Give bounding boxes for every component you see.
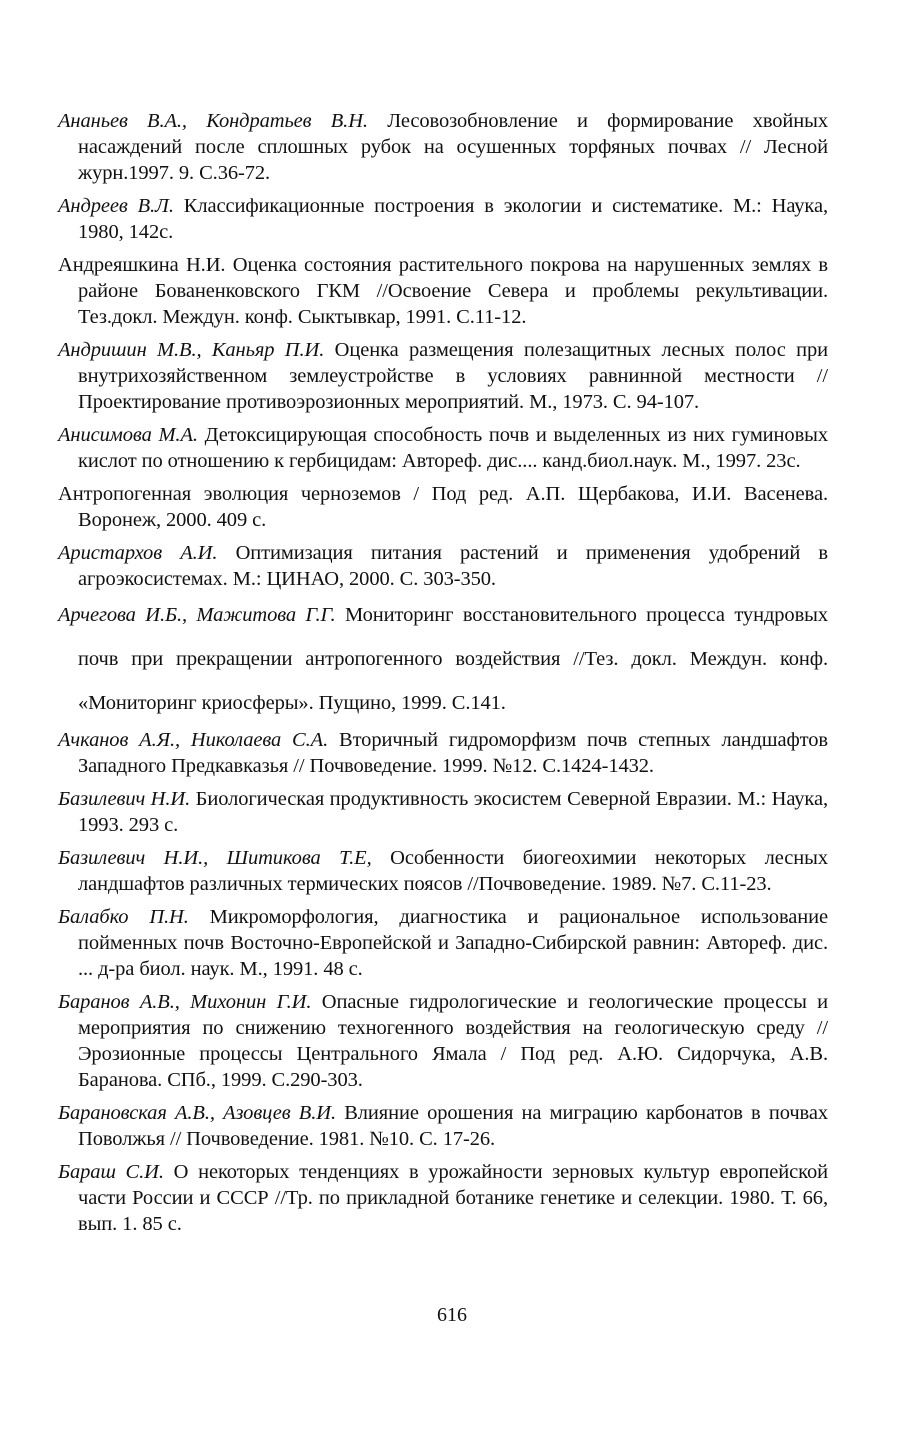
reference-authors: Баранов А.В., Михонин Г.И. bbox=[58, 991, 312, 1013]
reference-authors: Бараш С.И. bbox=[58, 1161, 164, 1183]
reference-entry bbox=[58, 193, 828, 245]
reference-entry bbox=[58, 593, 828, 725]
reference-text: Детоксицирующая способность почв и выделенных из них гуминовых кислот по отношению к гербицидам: Автореф. дис.... канд.биол.наук. М., 1997. 23с. bbox=[78, 424, 828, 472]
reference-entry bbox=[58, 337, 828, 415]
reference-authors: Андреев В.Л. bbox=[58, 195, 174, 217]
reference-text: Особенности биогеохимии некоторых лесных ландшафтов различных термических поясов //Почвоведение. 1989. №7. С.11-23. bbox=[78, 847, 828, 895]
reference-text: Оптимизация питания растений и применения удобрений в агроэкосистемах. М.: ЦИНАО, 2000. С. 303-350. bbox=[78, 542, 828, 590]
reference-entry bbox=[58, 1159, 828, 1237]
reference-authors: Базилевич Н.И., Шитикова Т.Е, bbox=[58, 847, 372, 869]
reference-text: Лесовозобновление и формирование хвойных насаждений после сплошных рубок на осушенных торфяных почвах // Лесной журн.1997. 9. С.36-72. bbox=[78, 110, 828, 184]
reference-text: Оценка размещения полезащитных лесных полос при внутрихозяйственном землеустройстве в условиях равнинной местности // Проектирование противоэрозионных мероприятий. М., 1973. С. 94-107. bbox=[78, 339, 828, 413]
page-number: 616 bbox=[437, 1304, 467, 1326]
reference-text: Классификационные построения в экологии и систематике. М.: Наука, 1980, 142с. bbox=[78, 195, 828, 243]
reference-entry bbox=[58, 786, 828, 838]
reference-authors: Базилевич Н.И. bbox=[58, 788, 191, 810]
reference-authors: Андришин М.В., Каньяр П.И. bbox=[58, 339, 325, 361]
reference-authors: Барановская А.В., Азовцев В.И. bbox=[58, 1102, 336, 1124]
reference-authors: Ананьев В.А., Кондратьев В.Н. bbox=[58, 110, 368, 132]
reference-authors: Арчегова И.Б., Мажитова Г.Г. bbox=[58, 604, 336, 626]
reference-entry bbox=[58, 727, 828, 779]
reference-text: О некоторых тенденциях в урожайности зерновых культур европейской части России и СССР //Тр. по прикладной ботанике генетике и селекции. 1980. Т. 66, вып. 1. 85 с. bbox=[78, 1161, 828, 1235]
reference-entry bbox=[58, 108, 828, 186]
reference-entry bbox=[58, 481, 828, 533]
reference-entry bbox=[58, 422, 828, 474]
reference-authors: Анисимова М.А. bbox=[58, 424, 198, 446]
reference-entry bbox=[58, 540, 828, 592]
reference-entry bbox=[58, 1100, 828, 1152]
reference-authors: Аристархов А.И. bbox=[58, 542, 218, 564]
reference-entry bbox=[58, 845, 828, 897]
reference-authors: Балабко П.Н. bbox=[58, 906, 189, 928]
reference-authors: Ачканов А.Я., Николаева С.А. bbox=[58, 729, 329, 751]
reference-text: Антропогенная эволюция черноземов / Под ред. А.П. Щербакова, И.И. Васенева. Воронеж, 2000. 409 с. bbox=[58, 483, 828, 531]
reference-entry bbox=[58, 904, 828, 982]
reference-text: Мониторинг восстановительного процесса тундровых почв при прекращении антропогенного воздействия //Тез. докл. Междун. конф. «Мониторинг криосферы». Пущино, 1999. С.141. bbox=[78, 604, 828, 714]
reference-text: Микроморфология, диагностика и рациональное использование пойменных почв Восточно-Европейской и Западно-Сибирской равнин: Автореф. дис. ... д-ра биол. наук. М., 1991. 48 с. bbox=[78, 906, 828, 980]
reference-text: Влияние орошения на миграцию карбонатов в почвах Поволжья // Почвоведение. 1981. №10. С. 17-26. bbox=[78, 1102, 828, 1150]
reference-list bbox=[58, 108, 828, 1244]
reference-entry bbox=[58, 989, 828, 1093]
reference-entry bbox=[58, 252, 828, 330]
reference-text: Андреяшкина Н.И. Оценка состояния растительного покрова на нарушенных землях в районе Бованенковского ГКМ //Освоение Севера и проблемы рекультивации. Тез.докл. Междун. конф. Сыктывкар, 1991. С.11-12. bbox=[58, 254, 828, 328]
reference-text: Опасные гидрологические и геологические процессы и мероприятия по снижению техногенного воздействия на геологическую среду // Эрозионные процессы Центрального Ямала / Под ред. А.Ю. Сидорчука, А.В. Баранова. СПб., 1999. С.290-303. bbox=[78, 991, 828, 1091]
reference-text: Биологическая продуктивность экосистем Северной Евразии. М.: Наука, 1993. 293 с. bbox=[78, 788, 828, 836]
reference-text: Вторичный гидроморфизм почв степных ландшафтов Западного Предкавказья // Почвоведение. 1999. №12. С.1424-1432. bbox=[78, 729, 828, 777]
